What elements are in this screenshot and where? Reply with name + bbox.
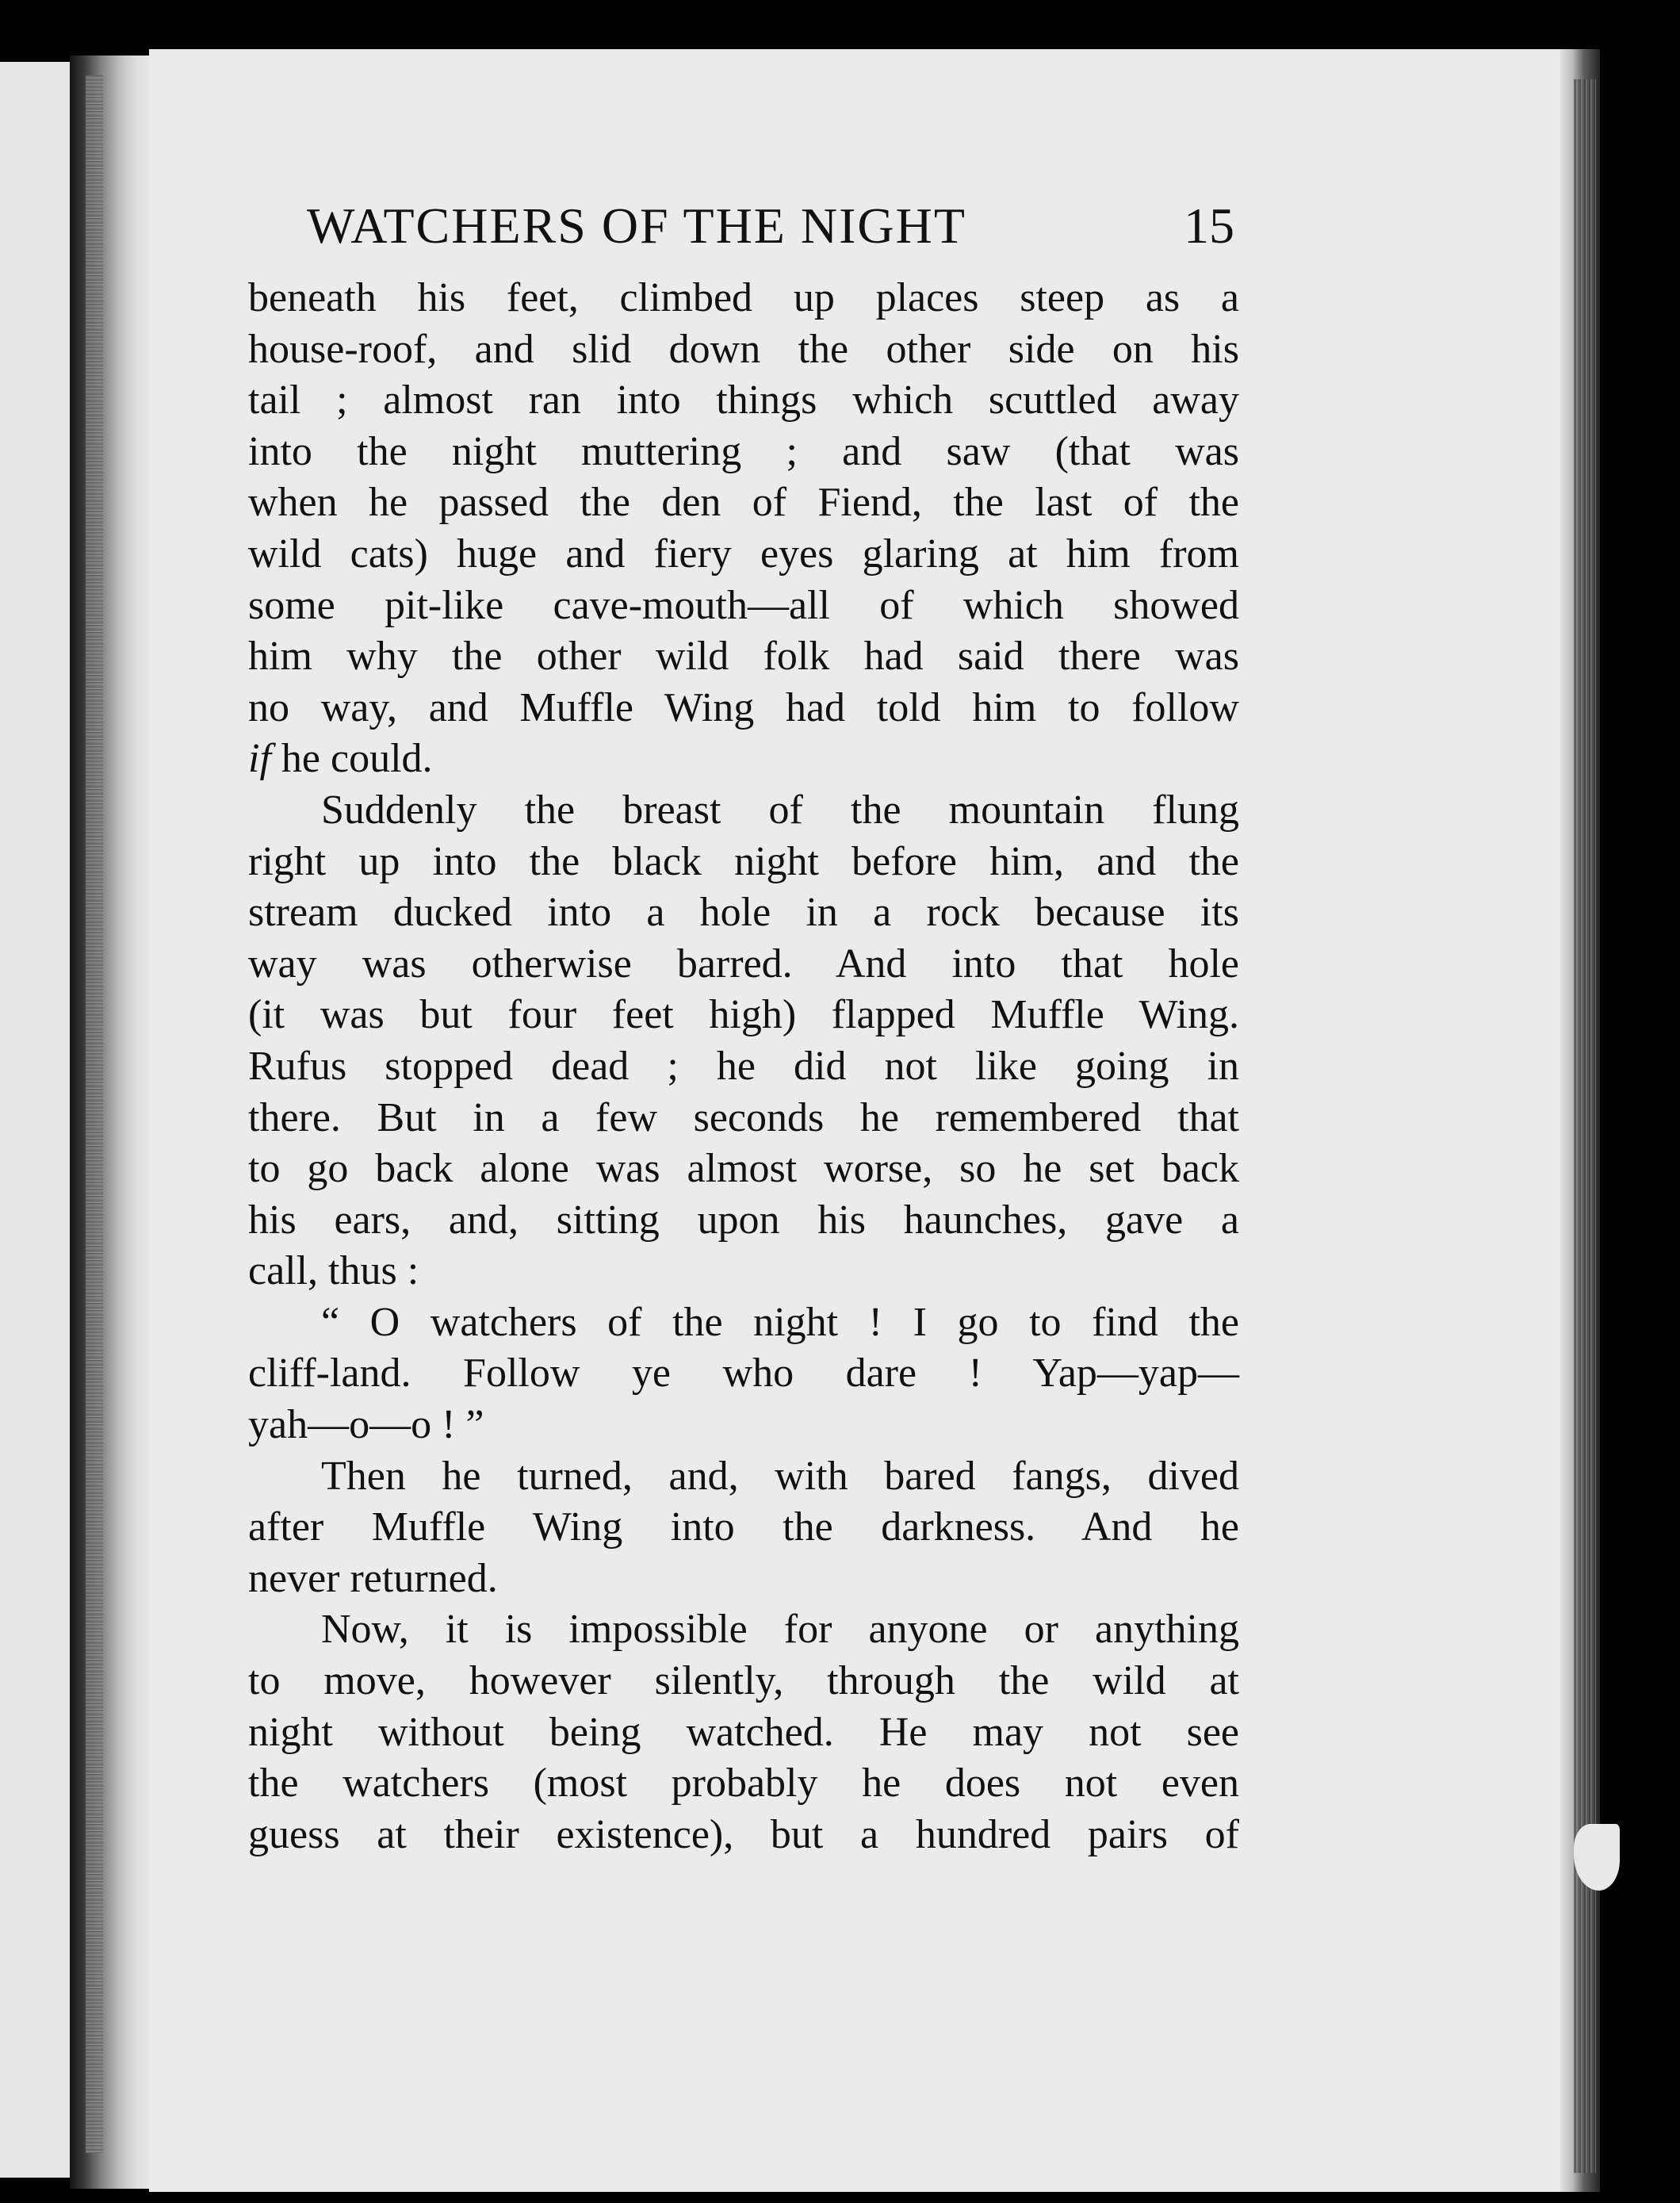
gutter-shadow (86, 75, 103, 2153)
text-line: cliff-land. Follow ye who dare ! Yap—yap— (248, 1351, 1239, 1397)
text-line: Now, it is impossible for anyone or anything (321, 1607, 1239, 1653)
text-line: Rufus stopped dead ; he did not like going in (248, 1043, 1239, 1089)
text-line: (it was but four feet high) flapped Muffle Wing. (248, 992, 1239, 1038)
text-line: guess at their existence), but a hundred pairs of (248, 1811, 1239, 1857)
text-line: there. But in a few seconds he remembered that (248, 1094, 1239, 1140)
book-gutter (70, 56, 149, 2189)
text-line: never returned. (248, 1555, 498, 1601)
text-line: Then he turned, and, with bared fangs, dived (321, 1453, 1239, 1499)
text-line: to move, however silently, through the wild at (248, 1658, 1239, 1704)
text-line: “ O watchers of the night ! I go to find the (321, 1299, 1239, 1345)
text-line: to go back alone was almost worse, so he set back (248, 1146, 1239, 1192)
page-number: 15 (1184, 197, 1234, 254)
text-line: way was otherwise barred. And into that hole (248, 941, 1239, 987)
text-line: house-roof, and slid down the other side on his (248, 326, 1239, 372)
text-line: into the night muttering ; and saw (that was (248, 428, 1239, 474)
text-line: night without being watched. He may not see (248, 1709, 1239, 1755)
text-line: stream ducked into a hole in a rock because its (248, 890, 1239, 936)
text-line: Suddenly the breast of the mountain flung (321, 787, 1239, 833)
text-line: no way, and Muffle Wing had told him to follow (248, 684, 1239, 730)
text-line: him why the other wild folk had said there was (248, 634, 1239, 680)
text-line: wild cats) huge and fiery eyes glaring at him from (248, 531, 1239, 577)
facing-page-edge (0, 62, 70, 2178)
text-line: if he could. (248, 736, 433, 782)
text-line: when he passed the den of Fiend, the last of the (248, 480, 1239, 526)
running-title: WATCHERS OF THE NIGHT (307, 197, 966, 254)
text-line: after Muffle Wing into the darkness. And he (248, 1504, 1239, 1550)
text-line: beneath his feet, climbed up places steep as a (248, 275, 1239, 320)
text-line: tail ; almost ran into things which scuttled away (248, 377, 1239, 423)
italic-word: if (248, 736, 271, 782)
text-line: call, thus : (248, 1248, 419, 1294)
body-text (248, 273, 1239, 1860)
text-line: right up into the black night before him, and the (248, 838, 1239, 884)
text-line: the watchers (most probably he does not even (248, 1760, 1239, 1806)
text-line: yah—o—o ! ” (248, 1402, 484, 1448)
text-line: his ears, and, sitting upon his haunches, gave a (248, 1197, 1239, 1243)
text-line: some pit-like cave-mouth—all of which showed (248, 582, 1239, 628)
